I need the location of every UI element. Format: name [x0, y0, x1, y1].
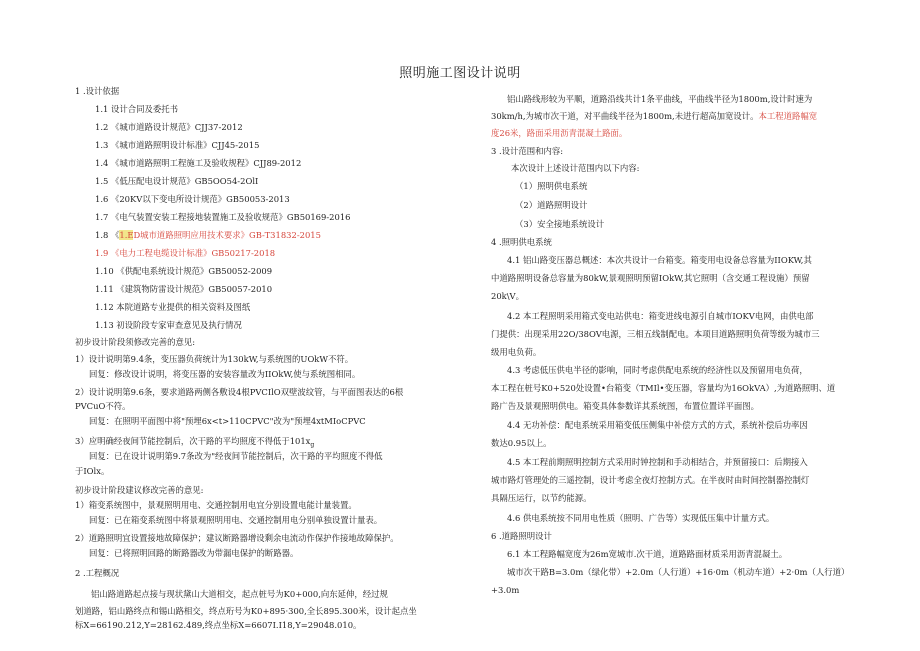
- led-ref-highlight: 1.E: [119, 230, 134, 240]
- para-4-3-cont: 本工程在桩号K0+520处设置•台箱变（TMIl•变压器，容量均为16OkVA）,为道路照明、道: [491, 383, 836, 393]
- section-6-heading: 6 .道路照明设计: [491, 531, 552, 541]
- suggest-opinions-heading: 初步设计阶段建议修改完善的意见:: [75, 485, 204, 495]
- para-4-4-end: 数达0.95以上。: [491, 438, 552, 448]
- para-6-1: 6.1 本工程路幅宽度为26m宽城市.次干道，道路路面材质采用沥青混凝土。: [507, 549, 788, 559]
- para-6-2-end: +3.0m: [491, 585, 520, 595]
- para-4-1-end: 20k\V。: [491, 291, 524, 301]
- list-item: 1.4 《城市道路照明工程施工及验收规程》CJJ89-2012: [95, 158, 302, 168]
- list-item: （1）照明供电系统: [515, 181, 588, 191]
- route-line-2-text: 30km/h,为城市次干道，对平曲线半径为1800m,未进行超高加宽设计。: [491, 111, 759, 121]
- list-item: 1.11 《建筑物防雷设计规范》GB50057-2010: [95, 284, 273, 294]
- opinion-2-cont: PVCuO不符。: [75, 401, 131, 411]
- list-item: 1.3 《城市道路照明设计标准》CJJ45-2015: [95, 140, 260, 150]
- route-line-3: 度26米，路面采用沥青混凝土路面。: [491, 128, 628, 138]
- reply-1: 回复：修改设计说明，将变压器的安装容量改为IIOkW,使与系统图相同。: [89, 369, 361, 379]
- list-item-cable: 1.9 《电力工程电缆设计标准》GB50217-2018: [95, 248, 276, 258]
- list-item-led: [95, 230, 321, 241]
- suggestion-2: 2）道路照明宜设置接地故障保护；建议断路器增设剩余电流动作保护作接地故障保护。: [75, 533, 399, 543]
- suggestion-2-reply: 回复：已将照明回路的断路器改为带漏电保护的断路器。: [89, 548, 299, 558]
- para-4-5-end: 具隔压运行，以节约能源。: [491, 493, 592, 503]
- para-4-1: 4.1 铝山路变压器总概述：本次共设计一台箱变。箱变用电设备总容量为IIOKW,其: [507, 255, 812, 265]
- route-line-2-red: 本工程道路幅宽: [758, 111, 818, 121]
- led-ref-prefix: 1.8 《: [95, 230, 120, 240]
- para-4-2-end: 级用电负荷。: [491, 347, 542, 357]
- route-line-2: [491, 111, 817, 122]
- list-item: 1.10 《供配电系统设计规范》GB50052-2009: [95, 266, 273, 276]
- list-item: 1.5 《低压配电设计规范》GB5OO54-2OlI: [95, 176, 259, 186]
- list-item: 1.1 设计合同及委托书: [95, 104, 178, 114]
- suggestion-1: 1）箱变系统图中，景观照明用电、交通控制用电宜分别设置电能计量装置。: [75, 500, 357, 510]
- para-4-2-cont: 门提供：出现采用22O/38OV电源，三相五线制配电。本项目道路照明负荷等级为城市三: [491, 329, 820, 339]
- reply-3-cont: 于IOlx。: [75, 466, 110, 476]
- overview-line-1: 铝山路道路起点接与现状黛山大道相交，起点桩号为K0+000,向东延伸，经过规: [91, 589, 388, 599]
- page-title: 照明施工图设计说明: [399, 66, 521, 81]
- para-4-1-cont: 中道路照明设备总容量为80kW,景观照明预留IOkW,其它照明（含交通工程设施）预留: [491, 273, 810, 283]
- opinion-3-text: 3）应明确经夜间节能控制后，次干路的平均照度不得低于101x: [75, 436, 311, 446]
- overview-line-2: 划道路，铝山路终点和锡山路相交，终点珩号为K0+895·300,全长895.300米，设计起点坐: [75, 606, 417, 616]
- list-item: 1.6 《20KV以下变电所设计规范》GB50053-2013: [95, 194, 290, 204]
- list-item: 1.13 初设阶段专家审查意见及执行情况: [95, 320, 242, 330]
- para-4-6: 4.6 供电系统按不同用电性质（照明、广告等）实现低压集中计量方式。: [507, 513, 775, 523]
- opinion-2: 2）设计说明第9.6条，要求道路两侧各敷设4根PVCIlO双壁波纹管，与平面图表达的6根: [75, 387, 404, 397]
- led-ref-text: D城市道路照明应用技术要求》GB-T31832-2015: [133, 230, 321, 240]
- para-4-5: 4.5 本工程前期照明控制方式采用时钟控制和手动相结合，并预留接口：后期接入: [507, 457, 808, 467]
- para-4-4: 4.4 无功补偿：配电系统采用箱变低压侧集中补偿方式的方式，系统补偿后功率因: [507, 420, 808, 430]
- list-item: （3）安全接地系统设计: [515, 219, 605, 229]
- route-line-1: 铝山路线形较为平顺，道路沿线共计1条平曲线，平曲线半径为1800m,设计时速为: [507, 94, 813, 104]
- section-4-heading: 4 .照明供电系统: [491, 237, 552, 247]
- list-item: 1.12 本院道路专业提供的相关资料及图纸: [95, 302, 251, 312]
- para-4-3: 4.3 考虑低压供电半径的影响，同时考虑供配电系统的经济性以及预留用电负荷，: [507, 365, 808, 375]
- opinion-1: 1）设计说明第9.4条，变压器负荷统计为130kW,与系统图的UOkW不符。: [75, 354, 354, 364]
- para-6-2: 城市次干路B=3.0m（绿化带）+2.0m（人行道）+16·0m（机动车道）+2·0m（人行道）: [507, 567, 850, 577]
- section-3-heading: 3 .设计范围和内容:: [491, 146, 564, 156]
- opinion-3-sub: g: [310, 441, 315, 449]
- overview-line-3: 标X=66190.212,Y=28162.489,终点坐标X=6607I.I18,Y=29048.010。: [75, 620, 362, 630]
- section-1-heading: 1 .设计依据: [75, 86, 120, 96]
- initial-opinions-heading: 初步设计阶段须修改完善的意见:: [75, 337, 196, 347]
- section-2-heading: 2 .工程概况: [75, 568, 120, 578]
- para-4-5-cont: 城市路灯管理处的三遥控制，设计考虑全夜灯控制方式。在半夜时由时间控制器控制灯: [491, 475, 810, 485]
- list-item: 1.2 《城市道路设计规范》CJJ37-2012: [95, 122, 243, 132]
- reply-3: 回复：已在设计说明第9.7条改为"经夜间节能控制后，次干路的平均照度不得低: [89, 451, 383, 461]
- list-item: 1.7 《电气装置安装工程接地装置施工及验收规范》GB50169-2016: [95, 212, 351, 222]
- reply-2: 回复：在照明平面图中将"预埋6x<t>110CPVC"改为"预埋4xtMIoCPVC: [89, 416, 366, 426]
- scope-intro: 本次设计上述设计范围内以下内容:: [511, 163, 640, 173]
- list-item: （2）道路照明设计: [515, 200, 588, 210]
- para-4-3-end: 路广告及景观照明供电。箱变具体参数详其系统图，布置位置详平面图。: [491, 401, 759, 411]
- opinion-3: [75, 436, 314, 449]
- para-4-2: 4.2 本工程照明采用箱式变电站供电：箱变进线电源引自城市IOKV电网，由供电部: [507, 311, 814, 321]
- suggestion-1-reply: 回复：已在箱变系统图中将景观照明用电、交通控制用电分别单独设置计量表。: [89, 515, 383, 525]
